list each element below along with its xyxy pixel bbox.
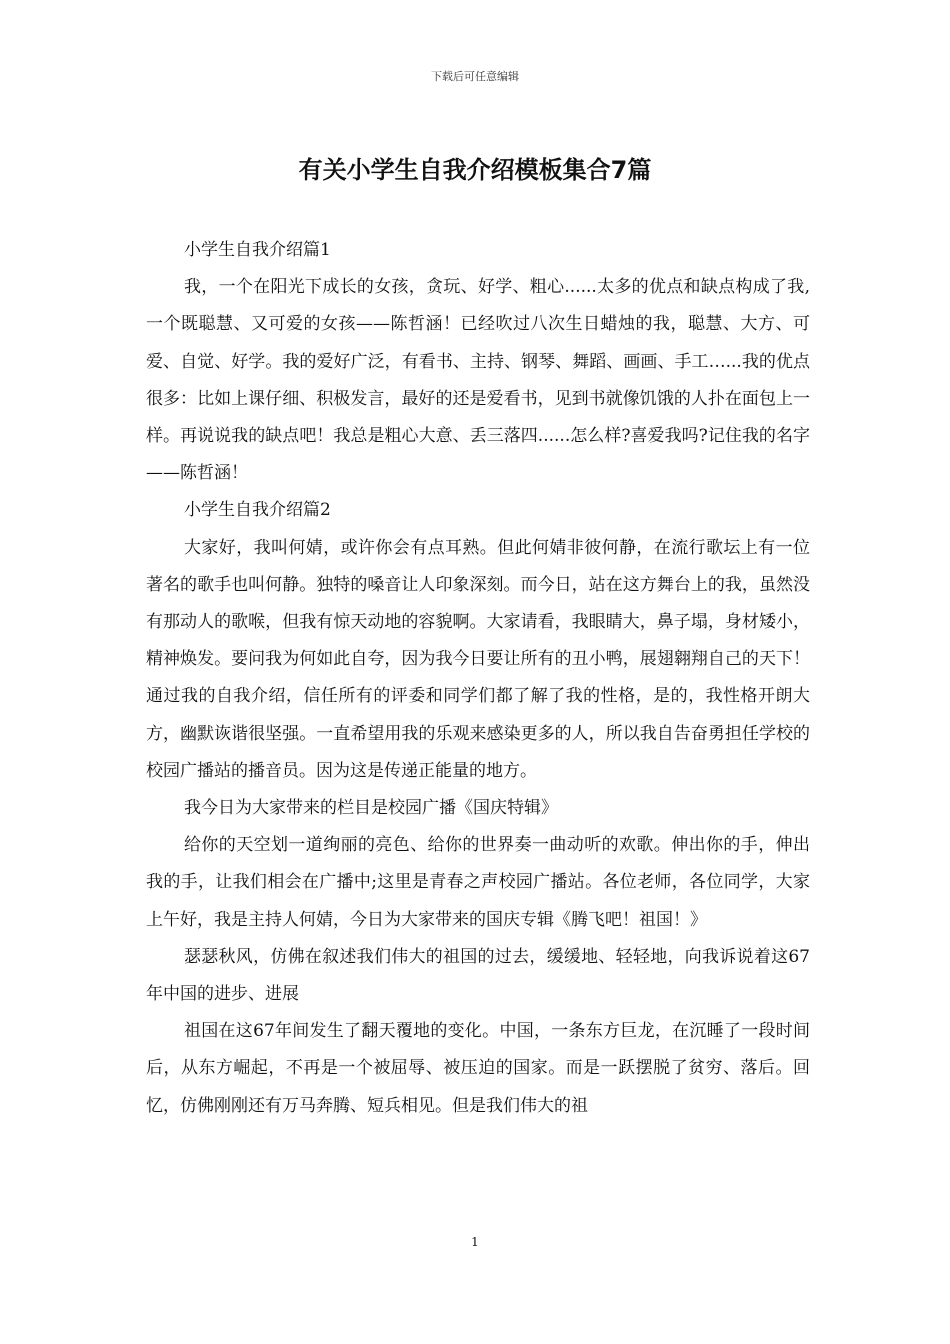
paragraph: 我，一个在阳光下成长的女孩，贪玩、好学、粗心......太多的优点和缺点构成了我,一个既聪慧、又可爱的女孩——陈哲涵！已经吹过八次生日蜡烛的我，聪慧、大方、可爱、自觉、好学。我的爱好广泛，有看书、主持、钢琴、舞蹈、画画、手工…...我的优点很多：比如上课仔细、积极发言，最好的还是爱看书，见到书就像饥饿的人扑在面包上一样。再说说我的缺点吧！我总是粗心大意、丢三落四......怎么样?喜爱我吗?记住我的名字——陈哲涵！ — [146, 277, 810, 484]
paragraph: 瑟瑟秋风，仿佛在叙述我们伟大的祖国的过去，缓缓地、轻轻地，向我诉说着这67年中国的进步、进展 — [146, 946, 810, 1005]
paragraph: 我今日为大家带来的栏目是校园广播《国庆特辑》 — [184, 798, 558, 819]
paragraph: 祖国在这67年间发生了翻天覆地的变化。中国，一条东方巨龙，在沉睡了一段时间后，从东方崛起，不再是一个被屈辱、被压迫的国家。而是一跃摆脱了贫穷、落后。回忆，仿佛刚刚还有万马奔腾、短兵相见。但是我们伟大的祖 — [146, 1021, 810, 1116]
paragraph: 大家好，我叫何婧，或许你会有点耳熟。但此何婧非彼何静，在流行歌坛上有一位著名的歌手也叫何静。独特的嗓音让人印象深刻。而今日，站在这方舞台上的我，虽然没有那动人的歌喉，但我有惊天动地的容貌啊。大家请看，我眼睛大，鼻子塌，身材矮小，精神焕发。要问我为何如此自夸，因为我今日要让所有的丑小鸭，展翅翱翔自己的天下！通过我的自我介绍，信任所有的评委和同学们都了解了我的性格，是的，我性格开朗大方，幽默诙谐很坚强。一直希望用我的乐观来感染更多的人，所以我自告奋勇担任学校的校园广播站的播音员。因为这是传递正能量的地方。 — [146, 537, 810, 781]
document-body — [146, 232, 810, 1125]
document-title: 有关小学生自我介绍模板集合7篇 — [298, 156, 652, 184]
section-heading-2: 小学生自我介绍篇2 — [184, 500, 331, 521]
header-note: 下载后可任意编辑 — [431, 70, 519, 83]
paragraph: 给你的天空划一道绚丽的亮色、给你的世界奏一曲动听的欢歌。伸出你的手，伸出我的手，让我们相会在广播中;这里是青春之声校园广播站。各位老师，各位同学，大家上午好，我是主持人何婧，今日为大家带来的国庆专辑《腾飞吧！祖国！》 — [146, 835, 810, 930]
section-heading-1: 小学生自我介绍篇1 — [184, 240, 331, 260]
page-number: 1 — [471, 1235, 479, 1249]
